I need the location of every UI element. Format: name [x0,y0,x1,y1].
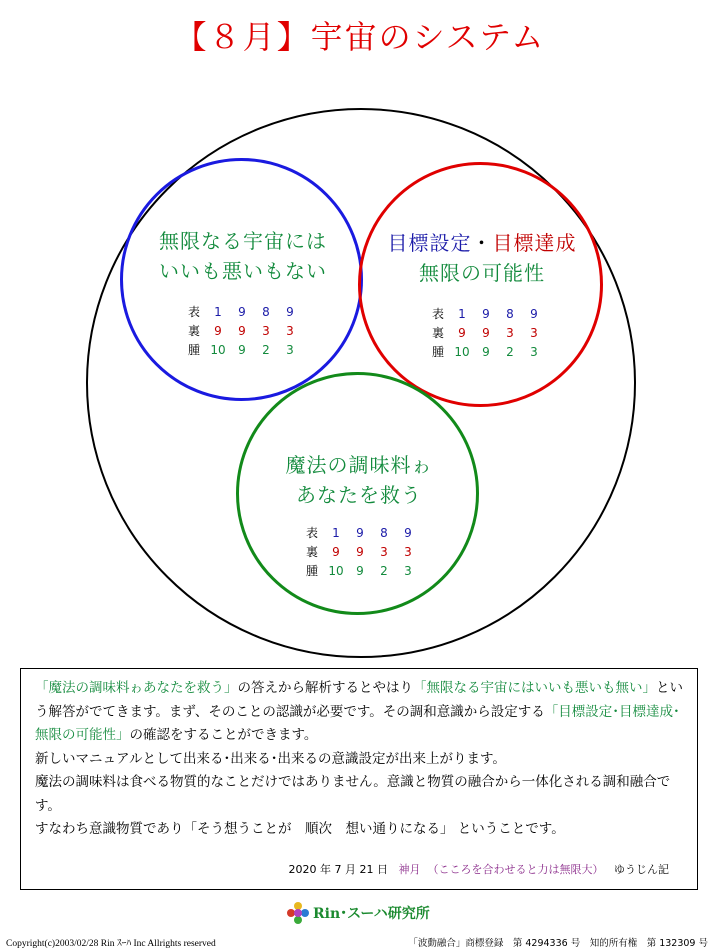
numbers-row-ura: 裏 9 9 3 3 [432,326,538,340]
numbers-row-omote: 表 1 9 8 9 [188,305,294,319]
paragraph-1: 「魔法の調味料ゎあなたを救う」の答えから解析するとやはり「無限なる宇宙にはいいも悪いも無い」という解答がでてきます。まず、そのことの認識が必要です。その調和意識から設定する「目標設定･目標達成･無限の可能性」の確認をすることができます。 [35,680,683,743]
numbers-row-omote: 表 1 9 8 9 [306,526,412,540]
goal-achievement-text: 目標達成 [492,231,577,255]
separator-dot: ・ [471,231,493,255]
blue-circle-line1: 無限なる宇宙には [159,229,327,253]
numbers-row-hara: 腫 10 9 2 3 [306,564,412,578]
goal-setting-text: 目標設定 [387,231,472,255]
green-circle-line2: あなたを救う [296,483,422,507]
paragraph-4: すなわち意識物質であり「そう想うことが 順次 想い通りになる」 ということです。 [35,821,565,837]
logo-mark-icon [287,902,309,924]
trademark: 「波動融合」商標登録 第 4294336 号 知的所有権 第 132309 号 [408,938,708,949]
numbers-row-ura: 裏 9 9 3 3 [306,545,412,559]
explanation-box [20,668,698,890]
page-title: 【８月】宇宙のシステム [174,18,546,56]
paragraph-2: 新しいマニュアルとして出来る･出来る･出来るの意識設定が出来上がります。 [35,750,506,767]
logo [287,902,430,924]
numbers-row-omote: 表 1 9 8 9 [432,307,538,321]
date: 2020 年 7 月 21 日 [288,862,388,876]
numbers-row-hara: 腫 10 9 2 3 [432,345,538,359]
red-circle-line2: 無限の可能性 [419,261,545,285]
copyright: Copyright(c)2003/02/28 Rin ｽｰﾊ Inc Allrights reserved [6,939,216,949]
numbers-table-green [306,524,420,581]
paragraph-3: 魔法の調味料は食べる物質的なことだけではありません。意識と物質の融合から一体化される調和融合です。 [35,774,671,814]
month-name: 神月 [398,862,421,876]
red-circle-text [364,228,600,288]
green-circle-line1: 魔法の調味料ゎ [285,453,433,477]
logo-text: Rin･スーハ研究所 [313,906,430,922]
numbers-table-blue [188,303,302,360]
green-circle-text [244,450,474,510]
blue-circle-line2: いいも悪いもない [159,259,327,283]
numbers-table-red [432,305,546,362]
blue-circle-text [128,226,358,286]
author: ゆうじん記 [614,862,669,876]
motto: （こころを合わせると力は無限大） [427,862,604,876]
numbers-row-ura: 裏 9 9 3 3 [188,324,294,338]
numbers-row-hara: 腫 10 9 2 3 [188,343,294,357]
signature-line [289,858,669,882]
red-circle-line1 [364,228,600,258]
